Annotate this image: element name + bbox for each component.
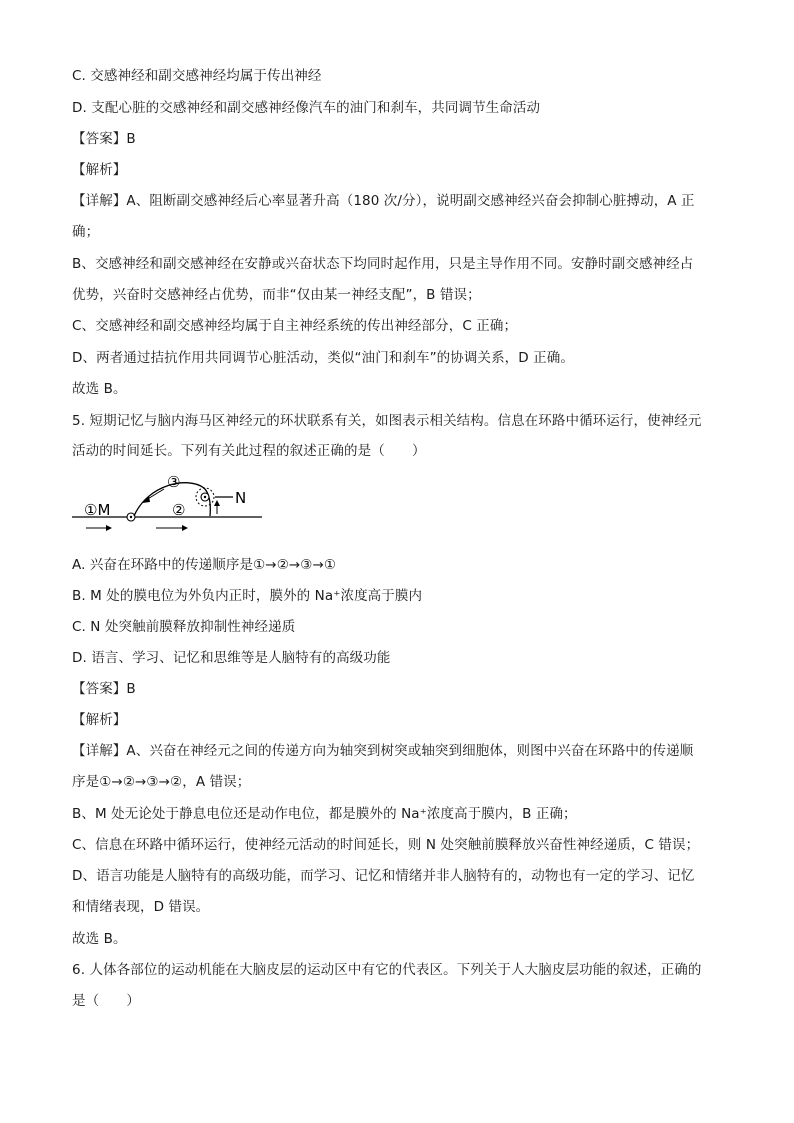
explanation-line: 【详解】A、阻断副交感神经后心率显著升高（180 次/分），说明副交感神经兴奋会抑制心脏搏动，A 正 xyxy=(72,193,695,209)
explanation-line: C、交感神经和副交感神经均属于自主神经系统的传出神经部分，C 正确； xyxy=(72,318,518,334)
option-d-q5: D. 语言、学习、记忆和思维等是人脑特有的高级功能 xyxy=(72,650,391,666)
option-a-q5: A. 兴奋在环路中的传递顺序是①→②→③→① xyxy=(72,557,337,573)
label-2: ② xyxy=(172,501,186,519)
conclusion-q5: 故选 B。 xyxy=(72,931,127,947)
explanation-line: 确； xyxy=(72,224,100,240)
option-c-q4: C. 交感神经和副交感神经均属于传出神经 xyxy=(72,68,322,84)
explanation-line: 序是①→②→③→②，A 错误； xyxy=(72,774,251,790)
option-c-q5: C. N 处突触前膜释放抑制性神经递质 xyxy=(72,619,296,635)
explanation-line: 和情绪表现，D 错误。 xyxy=(72,899,210,915)
label-n: N xyxy=(235,489,247,507)
label-3: ③ xyxy=(167,473,181,491)
question-6-stem: 是（ ） xyxy=(72,993,140,1009)
option-b-q5: B. M 处的膜电位为外负内正时，膜外的 Na⁺浓度高于膜内 xyxy=(72,588,423,604)
explanation-line: 【详解】A、兴奋在神经元之间的传递方向为轴突到树突或轴突到细胞体，则图中兴奋在环路中的传递顺 xyxy=(72,743,694,759)
explanation-line: 优势，兴奋时交感神经占优势，而非“仅由某一神经支配”，B 错误； xyxy=(72,287,481,303)
answer-q5: 【答案】B xyxy=(72,681,136,697)
explanation-line: C、信息在环路中循环运行，使神经元活动的时间延长，则 N 处突触前膜释放兴奋性神经递质，C 错误； xyxy=(72,837,700,853)
question-5-stem: 活动的时间延长。下列有关此过程的叙述正确的是（ ） xyxy=(72,443,426,459)
conclusion-q4: 故选 B。 xyxy=(72,381,127,397)
question-5-stem: 5. 短期记忆与脑内海马区神经元的环状联系有关，如图表示相关结构。信息在环路中循环运行，使神经元 xyxy=(72,413,702,429)
analysis-heading-q5: 【解析】 xyxy=(72,712,127,728)
explanation-line: D、语言功能是人脑特有的高级功能，而学习、记忆和情绪并非人脑特有的，动物也有一定的学习、记忆 xyxy=(72,868,695,884)
option-d-q4: D. 支配心脏的交感神经和副交感神经像汽车的油门和刹车，共同调节生命活动 xyxy=(72,100,541,116)
neuron-loop-diagram xyxy=(68,466,278,546)
question-6-stem: 6. 人体各部位的运动机能在大脑皮层的运动区中有它的代表区。下列关于人大脑皮层功能的叙述，正确的 xyxy=(72,962,702,978)
explanation-line: B、M 处无论处于静息电位还是动作电位，都是膜外的 Na⁺浓度高于膜内，B 正确； xyxy=(72,806,577,822)
explanation-line: D、两者通过拮抗作用共同调节心脏活动，类似“油门和刹车”的协调关系，D 正确。 xyxy=(72,350,574,366)
analysis-heading-q4: 【解析】 xyxy=(72,162,127,178)
label-1-m: ①M xyxy=(84,501,111,519)
answer-q4: 【答案】B xyxy=(72,131,136,147)
explanation-line: B、交感神经和副交感神经在安静或兴奋状态下均同时起作用，只是主导作用不同。安静时副交感神经占 xyxy=(72,256,694,272)
